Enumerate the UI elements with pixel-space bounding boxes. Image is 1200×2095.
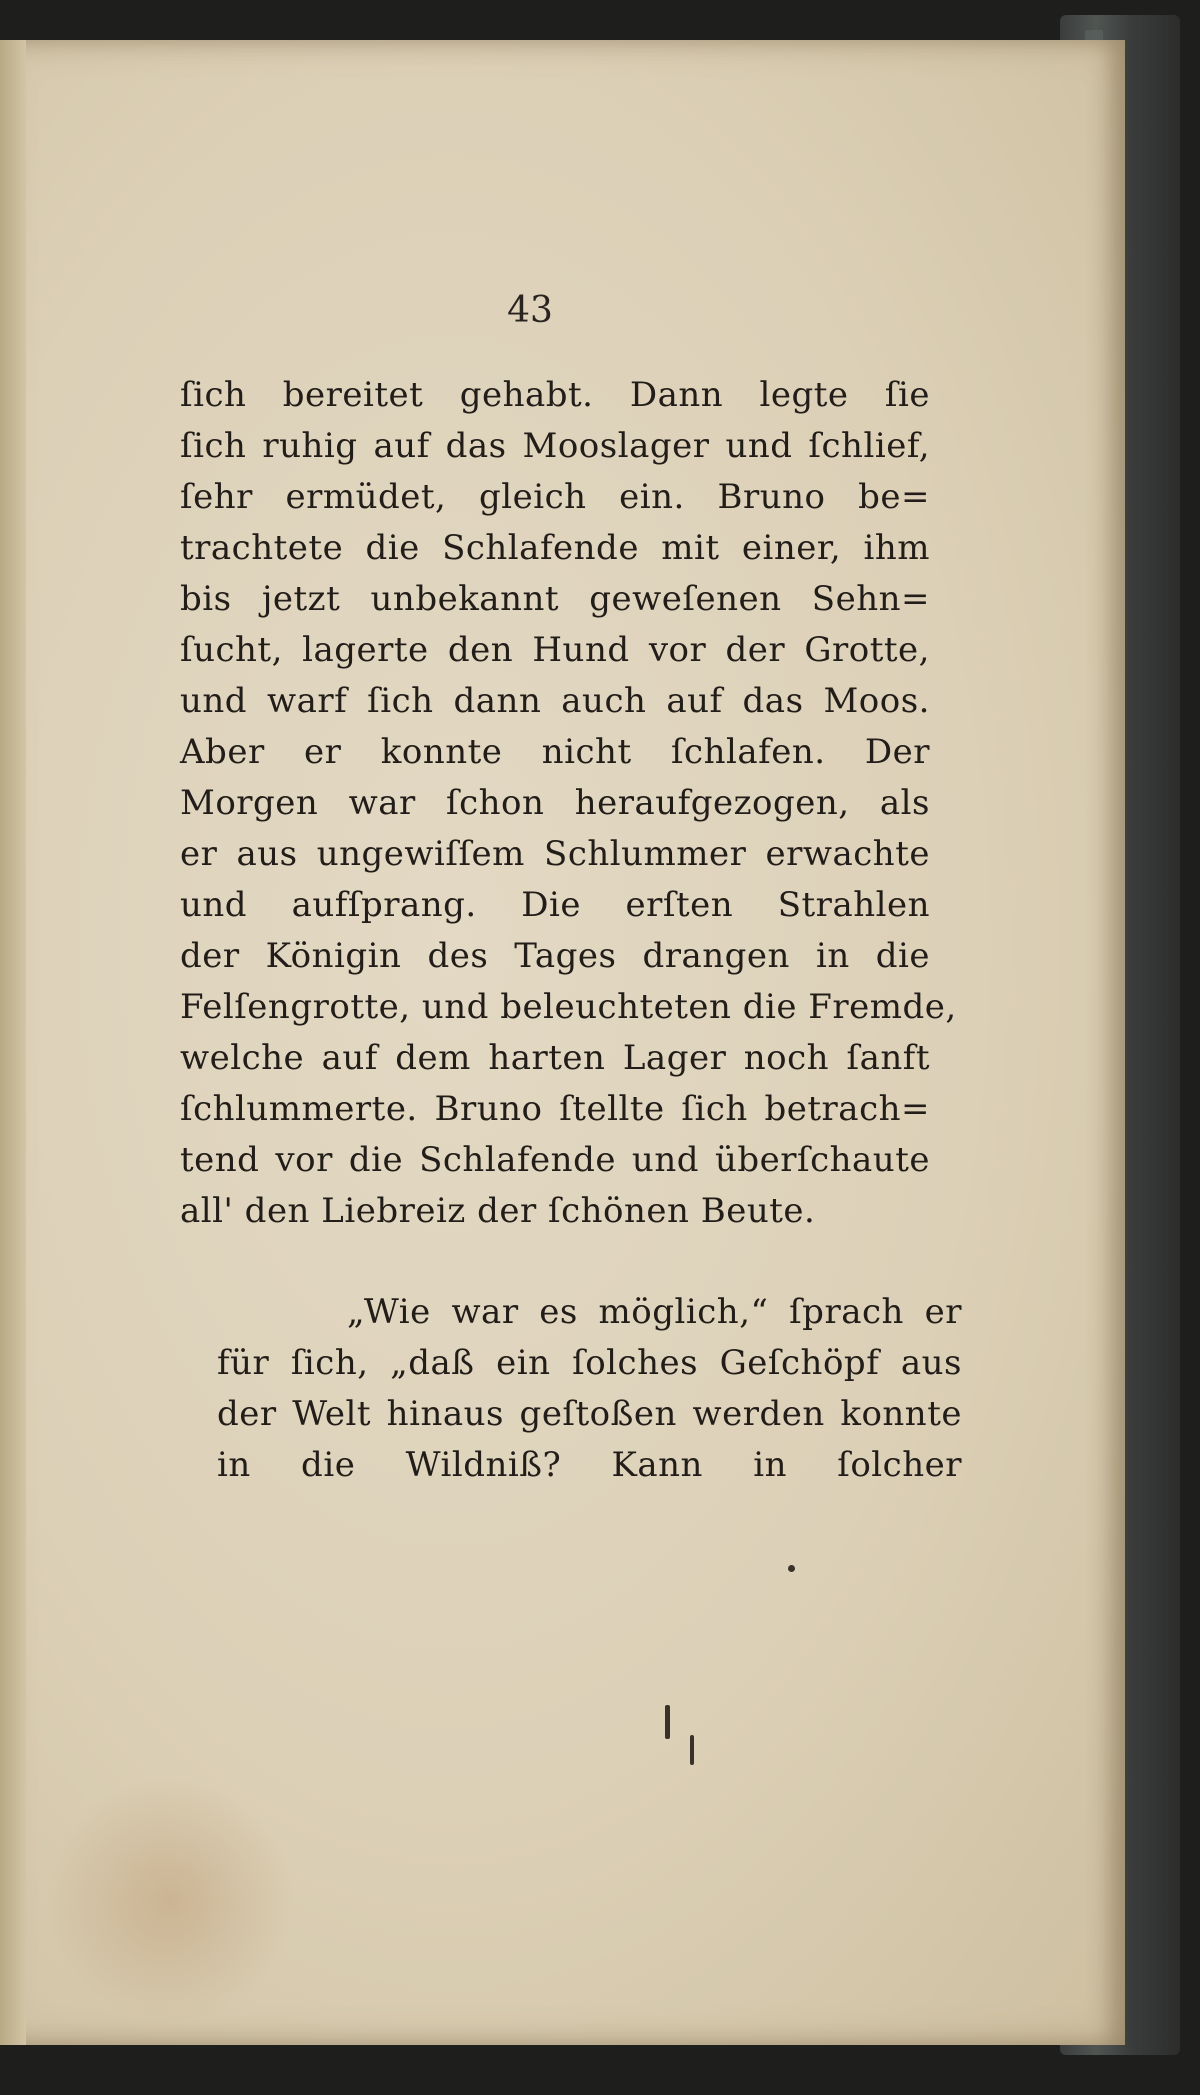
text-line: und warf ſich dann auch auf das Moos. xyxy=(180,681,930,721)
text-line: er aus ungewiſſem Schlummer erwachte xyxy=(180,834,930,874)
paragraph xyxy=(180,370,957,1237)
text-line: trachtete die Schlafende mit einer, ihm xyxy=(180,528,930,568)
text-line: ſehr ermüdet, gleich ein. Bruno be= xyxy=(180,477,930,517)
text-line: welche auf dem harten Lager noch ſanft xyxy=(180,1038,930,1078)
ink-speck xyxy=(690,1735,694,1765)
text-line: der Welt hinaus geſtoßen werden konnte xyxy=(217,1394,962,1434)
text-line: Felſengrotte, und beleuchteten die Fremde, xyxy=(180,987,957,1027)
ink-speck xyxy=(665,1705,670,1739)
text-line: Morgen war ſchon heraufgezogen, als xyxy=(180,783,930,823)
text-line: in die Wildniß? Kann in ſolcher xyxy=(217,1445,962,1485)
text-line: der Königin des Tages drangen in die xyxy=(180,936,930,976)
text-line: „Wie war es möglich,“ ſprach er xyxy=(347,1292,962,1332)
body-text xyxy=(180,370,962,1491)
text-line: ſchlummerte. Bruno ſtellte ſich betrach= xyxy=(180,1089,930,1129)
page-number: 43 xyxy=(507,290,553,331)
text-line: tend vor die Schlafende und überſchaute xyxy=(180,1140,930,1180)
ink-speck xyxy=(788,1565,795,1572)
text-line: und aufſprang. Die erſten Strahlen xyxy=(180,885,930,925)
paper-stain xyxy=(40,1780,300,2020)
page-gutter xyxy=(0,40,26,2045)
text-line: ſich bereitet gehabt. Dann legte ſie xyxy=(180,375,930,415)
text-line: bis jetzt unbekannt geweſenen Sehn= xyxy=(180,579,930,619)
text-line: ſucht, lagerte den Hund vor der Grotte, xyxy=(180,630,930,670)
text-line: für ſich, „daß ein ſolches Geſchöpf aus xyxy=(217,1343,962,1383)
text-line: all' den Liebreiz der ſchönen Beute. xyxy=(180,1191,816,1231)
paragraph-gap xyxy=(180,1237,930,1287)
text-line: ſich ruhig auf das Mooslager und ſchlief, xyxy=(180,426,930,466)
text-line: Aber er konnte nicht ſchlafen. Der xyxy=(180,732,930,772)
paragraph xyxy=(217,1287,962,1491)
